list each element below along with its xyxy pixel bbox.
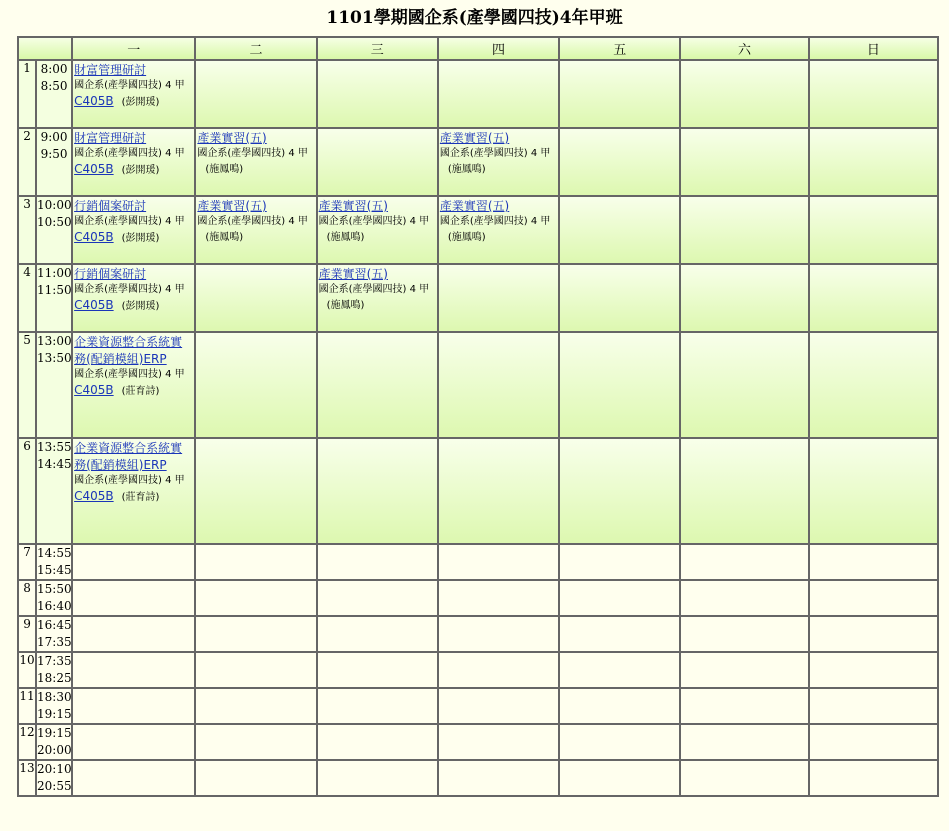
schedule-cell	[438, 652, 559, 688]
schedule-cell	[438, 332, 559, 438]
course-footer	[73, 93, 194, 111]
schedule-cell	[317, 724, 438, 760]
period-start-time: 13:00	[37, 334, 72, 348]
schedule-cell	[317, 128, 438, 196]
period-time	[36, 760, 72, 796]
timetable-body	[18, 60, 938, 796]
period-time	[36, 724, 72, 760]
schedule-cell	[317, 438, 438, 544]
period-start-time: 8:00	[40, 62, 68, 76]
period-time	[36, 264, 72, 332]
schedule-cell	[809, 196, 938, 264]
period-end-time: 9:50	[40, 147, 68, 161]
classroom-link[interactable]: C405B	[74, 489, 114, 503]
course-link[interactable]: 行銷個案研討	[74, 267, 147, 281]
schedule-cell	[680, 264, 808, 332]
schedule-cell	[72, 128, 195, 196]
period-start-time: 9:00	[40, 130, 68, 144]
schedule-cell	[680, 128, 808, 196]
course-class-label: 國企系(產學國四技) 4 甲	[318, 216, 430, 227]
schedule-cell	[438, 128, 559, 196]
course-link[interactable]: 產業實習(五)	[318, 199, 388, 213]
schedule-cell	[438, 724, 559, 760]
period-number: 8	[18, 580, 36, 616]
period-start-time: 13:55	[37, 440, 72, 454]
schedule-cell	[809, 760, 938, 796]
teacher-name: (施鳳鳴)	[205, 232, 244, 243]
day-header-tue: 二	[195, 37, 316, 60]
schedule-cell	[195, 652, 316, 688]
schedule-cell	[438, 616, 559, 652]
course-link[interactable]: 產業實習(五)	[197, 199, 267, 213]
period-end-time: 17:35	[37, 635, 72, 649]
teacher-name: (施鳳鳴)	[447, 232, 486, 243]
schedule-cell	[809, 438, 938, 544]
course-class-label: 國企系(產學國四技) 4 甲	[74, 475, 185, 486]
schedule-cell	[680, 688, 808, 724]
classroom-link[interactable]: C405B	[74, 298, 114, 312]
schedule-cell	[809, 332, 938, 438]
period-row	[18, 332, 938, 438]
schedule-cell	[559, 60, 680, 128]
period-row	[18, 60, 938, 128]
schedule-cell	[317, 544, 438, 580]
course-class-label: 國企系(產學國四技) 4 甲	[318, 284, 430, 295]
corner-header	[18, 37, 72, 60]
schedule-cell	[195, 688, 316, 724]
course-class-label: 國企系(產學國四技) 4 甲	[74, 216, 185, 227]
schedule-cell	[317, 580, 438, 616]
teacher-name: (施鳳鳴)	[326, 232, 365, 243]
period-number: 9	[18, 616, 36, 652]
course-class-label: 國企系(產學國四技) 4 甲	[197, 216, 308, 227]
day-header-sat: 六	[680, 37, 808, 60]
period-number: 6	[18, 438, 36, 544]
schedule-cell	[195, 438, 316, 544]
schedule-cell	[559, 196, 680, 264]
schedule-cell	[559, 332, 680, 438]
course-link[interactable]: 行銷個案研討	[74, 199, 147, 213]
schedule-cell	[72, 332, 195, 438]
course-footer	[196, 229, 315, 246]
period-start-time: 19:15	[37, 726, 72, 740]
day-header-fri: 五	[559, 37, 680, 60]
schedule-cell	[72, 760, 195, 796]
schedule-cell	[195, 544, 316, 580]
schedule-cell	[195, 128, 316, 196]
schedule-cell	[438, 60, 559, 128]
timetable	[17, 36, 939, 797]
course-link[interactable]: 財富管理研討	[74, 63, 147, 77]
schedule-cell	[559, 544, 680, 580]
period-time	[36, 332, 72, 438]
schedule-cell	[317, 60, 438, 128]
schedule-cell	[195, 616, 316, 652]
schedule-cell	[317, 652, 438, 688]
course-footer	[318, 297, 437, 314]
schedule-cell	[559, 580, 680, 616]
schedule-cell	[438, 438, 559, 544]
schedule-cell	[809, 652, 938, 688]
schedule-cell	[680, 60, 808, 128]
day-header-row	[18, 37, 938, 60]
period-row	[18, 616, 938, 652]
schedule-cell	[680, 580, 808, 616]
course-link[interactable]: 企業資源整合系統實務(配銷模組)ERP	[74, 335, 183, 366]
period-number: 11	[18, 688, 36, 724]
schedule-cell	[559, 688, 680, 724]
schedule-cell	[809, 60, 938, 128]
course-footer	[73, 229, 194, 247]
period-row	[18, 264, 938, 332]
schedule-cell	[317, 760, 438, 796]
day-header-wed: 三	[317, 37, 438, 60]
period-end-time: 14:45	[37, 457, 72, 471]
course-link[interactable]: 產業實習(五)	[197, 131, 267, 145]
schedule-cell	[195, 60, 316, 128]
schedule-cell	[195, 196, 316, 264]
schedule-cell	[72, 60, 195, 128]
course-footer	[439, 161, 558, 178]
course-link[interactable]: 企業資源整合系統實務(配銷模組)ERP	[74, 441, 183, 472]
period-time	[36, 196, 72, 264]
period-row	[18, 544, 938, 580]
period-time	[36, 652, 72, 688]
period-row	[18, 688, 938, 724]
period-end-time: 20:55	[37, 779, 72, 793]
schedule-cell	[559, 128, 680, 196]
schedule-cell	[680, 438, 808, 544]
teacher-name: (莊育詩)	[121, 386, 160, 397]
teacher-name: (施鳳鳴)	[205, 164, 244, 175]
teacher-name: (莊育詩)	[121, 492, 160, 503]
teacher-name: (彭開瑗)	[121, 233, 160, 244]
course-link[interactable]: 產業實習(五)	[439, 131, 510, 145]
period-time	[36, 60, 72, 128]
period-number: 12	[18, 724, 36, 760]
period-start-time: 17:35	[37, 654, 72, 668]
period-start-time: 15:50	[37, 582, 72, 596]
course-class-label: 國企系(產學國四技) 4 甲	[74, 284, 185, 295]
course-footer	[73, 488, 194, 506]
schedule-cell	[559, 438, 680, 544]
schedule-cell	[317, 264, 438, 332]
period-start-time: 10:00	[37, 198, 72, 212]
schedule-cell	[809, 544, 938, 580]
course-class-label: 國企系(產學國四技) 4 甲	[74, 80, 185, 91]
period-number: 3	[18, 196, 36, 264]
schedule-cell	[72, 264, 195, 332]
period-number: 10	[18, 652, 36, 688]
course-class-label: 國企系(產學國四技) 4 甲	[439, 148, 551, 159]
schedule-cell	[195, 760, 316, 796]
schedule-cell	[72, 688, 195, 724]
schedule-cell	[809, 264, 938, 332]
period-start-time: 16:45	[37, 618, 72, 632]
period-time	[36, 580, 72, 616]
period-row	[18, 652, 938, 688]
period-end-time: 13:50	[37, 351, 72, 365]
page-title: 1101學期國企系(產學國四技)4年甲班	[326, 8, 623, 28]
course-class-label: 國企系(產學國四技) 4 甲	[197, 148, 308, 159]
course-link[interactable]: 財富管理研討	[74, 131, 147, 145]
schedule-cell	[72, 544, 195, 580]
period-number: 1	[18, 60, 36, 128]
schedule-cell	[438, 544, 559, 580]
teacher-name: (彭開瑗)	[121, 165, 160, 176]
period-end-time: 10:50	[37, 215, 72, 229]
period-time	[36, 544, 72, 580]
period-row	[18, 128, 938, 196]
period-time	[36, 688, 72, 724]
day-header-thu: 四	[438, 37, 559, 60]
schedule-cell	[809, 724, 938, 760]
period-start-time: 14:55	[37, 546, 72, 560]
schedule-cell	[680, 196, 808, 264]
period-end-time: 18:25	[37, 671, 72, 685]
schedule-cell	[809, 688, 938, 724]
period-row	[18, 760, 938, 796]
course-footer	[318, 229, 437, 246]
schedule-cell	[438, 580, 559, 616]
course-footer	[439, 229, 558, 246]
schedule-cell	[680, 544, 808, 580]
schedule-cell	[72, 438, 195, 544]
classroom-link[interactable]: C405B	[74, 94, 114, 108]
classroom-link[interactable]: C405B	[74, 230, 114, 244]
period-end-time: 11:50	[37, 283, 72, 297]
period-end-time: 20:00	[37, 743, 72, 757]
schedule-cell	[559, 616, 680, 652]
schedule-cell	[438, 196, 559, 264]
teacher-name: (施鳳鳴)	[447, 164, 486, 175]
course-class-label: 國企系(產學國四技) 4 甲	[74, 148, 185, 159]
teacher-name: (彭開瑗)	[121, 301, 160, 312]
schedule-cell	[72, 196, 195, 264]
schedule-cell	[559, 264, 680, 332]
schedule-cell	[195, 580, 316, 616]
schedule-cell	[195, 264, 316, 332]
schedule-cell	[680, 760, 808, 796]
period-end-time: 15:45	[37, 563, 72, 577]
schedule-cell	[809, 580, 938, 616]
teacher-name: (施鳳鳴)	[326, 300, 365, 311]
day-header-mon: 一	[72, 37, 195, 60]
period-number: 5	[18, 332, 36, 438]
schedule-cell	[680, 616, 808, 652]
day-header-sun: 日	[809, 37, 938, 60]
schedule-cell	[438, 760, 559, 796]
schedule-cell	[438, 264, 559, 332]
schedule-cell	[809, 128, 938, 196]
period-row	[18, 438, 938, 544]
period-number: 2	[18, 128, 36, 196]
schedule-cell	[559, 652, 680, 688]
course-class-label: 國企系(產學國四技) 4 甲	[74, 369, 185, 380]
teacher-name: (彭開瑗)	[121, 97, 160, 108]
course-footer	[73, 297, 194, 315]
course-class-label: 國企系(產學國四技) 4 甲	[439, 216, 551, 227]
period-start-time: 11:00	[37, 266, 72, 280]
period-number: 13	[18, 760, 36, 796]
schedule-cell	[317, 616, 438, 652]
period-row	[18, 724, 938, 760]
schedule-cell	[809, 616, 938, 652]
period-time	[36, 128, 72, 196]
period-start-time: 20:10	[37, 762, 72, 776]
schedule-cell	[72, 616, 195, 652]
period-start-time: 18:30	[37, 690, 72, 704]
period-number: 7	[18, 544, 36, 580]
classroom-link[interactable]: C405B	[74, 383, 114, 397]
schedule-cell	[195, 724, 316, 760]
schedule-cell	[317, 196, 438, 264]
period-end-time: 19:15	[37, 707, 72, 721]
schedule-cell	[680, 652, 808, 688]
schedule-cell	[559, 724, 680, 760]
course-link[interactable]: 產業實習(五)	[439, 199, 510, 213]
schedule-cell	[559, 760, 680, 796]
period-number: 4	[18, 264, 36, 332]
course-link[interactable]: 產業實習(五)	[318, 267, 388, 281]
period-row	[18, 580, 938, 616]
period-end-time: 16:40	[37, 599, 72, 613]
period-end-time: 8:50	[40, 79, 68, 93]
schedule-cell	[72, 724, 195, 760]
schedule-cell	[680, 724, 808, 760]
schedule-cell	[195, 332, 316, 438]
schedule-cell	[438, 688, 559, 724]
schedule-cell	[317, 332, 438, 438]
course-footer	[73, 382, 194, 400]
period-time	[36, 616, 72, 652]
schedule-cell	[680, 332, 808, 438]
period-row	[18, 196, 938, 264]
schedule-cell	[317, 688, 438, 724]
period-time	[36, 438, 72, 544]
schedule-cell	[72, 652, 195, 688]
course-footer	[73, 161, 194, 179]
classroom-link[interactable]: C405B	[74, 162, 114, 176]
schedule-cell	[72, 580, 195, 616]
course-footer	[196, 161, 315, 178]
